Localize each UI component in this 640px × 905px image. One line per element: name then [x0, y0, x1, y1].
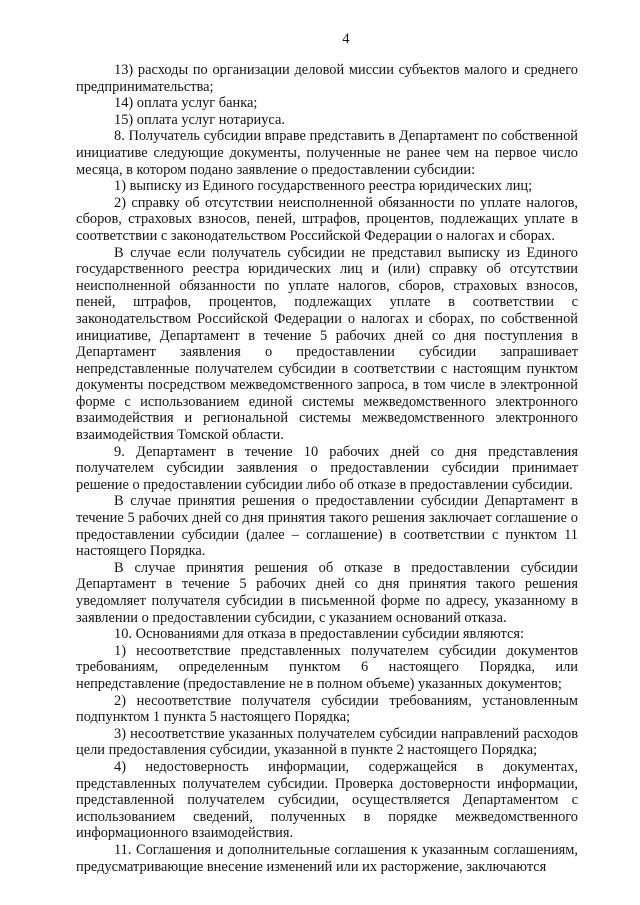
- clause-8: 8. Получатель субсидии вправе представить в Департамент по собственной инициативе следующие документы, полученные не ранее чем на первое число месяца, в котором подано заявление о предоставлении субсидии:: [76, 128, 578, 178]
- clause-10-item-2: 2) несоответствие получателя субсидии требованиям, установленным подпунктом 1 пункта 5 настоящего Порядка;: [76, 692, 578, 726]
- list-item-13: 13) расходы по организации деловой миссии субъектов малого и среднего предпринимательства;: [76, 62, 578, 95]
- clause-9-refusal: В случае принятия решения об отказе в предоставлении субсидии Департамент в течение 5 рабочих дней со дня принятия такого решения уведомляет получателя субсидии в письменной форме по адресу, указанному в заявлении о предоставлении субсидии, с указанием оснований отказа.: [76, 559, 578, 626]
- list-item-15: 15) оплата услуг нотариуса.: [114, 111, 285, 128]
- clause-10-item-1: 1) несоответствие представленных получателем субсидии документов требованиям, определенным пунктом 6 настоящего Порядка, или непредставление (предоставление не в полном объеме) указанных документов;: [76, 642, 578, 692]
- clause-9: 9. Департамент в течение 10 рабочих дней со дня представления получателем субсидии заявления о предоставлении субсидии принимает решение о предоставлении субсидии либо об отказе в предоставлении субсидии.: [76, 443, 578, 493]
- clause-10: 10. Основаниями для отказа в предоставлении субсидии являются:: [114, 626, 524, 643]
- document-body: [76, 62, 578, 875]
- clause-8-note: В случае если получатель субсидии не представил выписку из Единого государственного реестра юридических лиц и (или) справку об отсутствии неисполненной обязанности по уплате налогов, сборов, страховых взносов, пеней, штрафов, процентов, подлежащих уплате в соответствии с законодательством Российской Федерации о налогах и сборах, по собственной инициативе, Департамент в течение 5 рабочих дней со дня поступления в Департамент заявления о предоставлении субсидии запрашивает непредставленные получателем субсидии в соответствии с настоящим пунктом документы посредством межведомственного запроса, в том числе в электронной форме с использованием единой системы межведомственного электронного взаимодействия и региональной системы межведомственного электронного взаимодействия Томской области.: [76, 244, 578, 444]
- clause-11: 11. Соглашения и дополнительные соглашения к указанным соглашениям, предусматривающие внесение изменений или их расторжение, заключаются: [76, 841, 578, 875]
- list-item-14: 14) оплата услуг банка;: [114, 95, 258, 112]
- clause-8-item-2: 2) справку об отсутствии неисполненной обязанности по уплате налогов, сборов, страховых взносов, пеней, штрафов, процентов, подлежащих уплате в соответствии с законодательством Российской Федерации о налогах и сборах.: [76, 194, 578, 244]
- page-number: 4: [342, 31, 350, 47]
- clause-8-item-1: 1) выписку из Единого государственного реестра юридических лиц;: [114, 178, 533, 195]
- clause-9-approval: В случае принятия решения о предоставлении субсидии Департамент в течение 5 рабочих дней со дня принятия такого решения заключает соглашение о предоставлении субсидии (далее – соглашение) в соответствии с пунктом 11 настоящего Порядка.: [76, 493, 578, 560]
- clause-10-item-3: 3) несоответствие указанных получателем субсидии направлений расходов цели предоставления субсидии, указанной в пункте 2 настоящего Порядка;: [76, 725, 578, 759]
- clause-10-item-4: 4) недостоверность информации, содержащейся в документах, представленных получателем субсидии. Проверка достоверности информации, представленной получателем субсидии, осуществляется Департаментом с использованием сведений, полученных в порядке межведомственного информационного взаимодействия.: [76, 758, 578, 842]
